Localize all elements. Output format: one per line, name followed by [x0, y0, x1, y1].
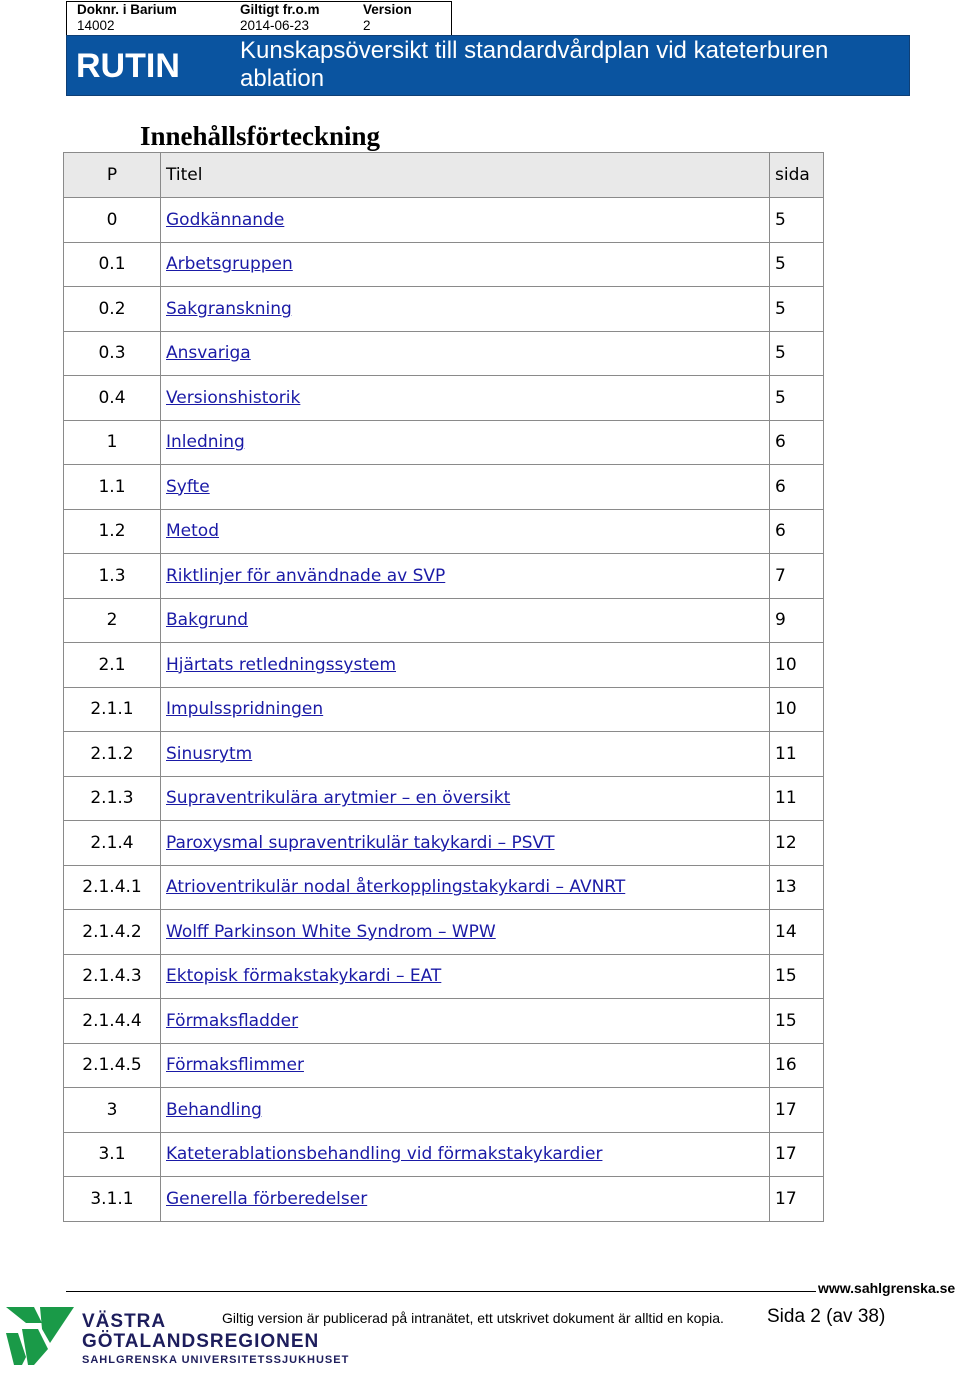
toc-row [64, 1043, 824, 1088]
toc-link[interactable]: Versionshistorik [166, 387, 301, 408]
toc-page-number: 11 [770, 732, 824, 777]
toc-row [64, 376, 824, 421]
toc-page-number: 11 [770, 776, 824, 821]
toc-row [64, 954, 824, 999]
toc-title-cell [161, 1088, 770, 1133]
toc-link[interactable]: Godkännande [166, 209, 285, 230]
toc-page-number: 6 [770, 509, 824, 554]
toc-section-number: 2.1.4.2 [64, 910, 161, 955]
toc-link[interactable]: Sinusrytm [166, 743, 253, 764]
toc-link[interactable]: Bakgrund [166, 610, 249, 631]
toc-page-number: 17 [770, 1177, 824, 1222]
toc-link[interactable]: Inledning [166, 432, 245, 453]
version-label: Version [363, 2, 412, 17]
valid-from-label: Giltigt fr.o.m [240, 2, 320, 17]
toc-title-cell [161, 465, 770, 510]
toc-link[interactable]: Riktlinjer för användnade av SVP [166, 565, 446, 586]
footer-url[interactable]: www.sahlgrenska.se [818, 1280, 956, 1296]
toc-page-number: 5 [770, 198, 824, 243]
toc-link[interactable]: Impulsspridningen [166, 699, 324, 720]
toc-section-number: 1.3 [64, 554, 161, 599]
toc-section-number: 1 [64, 420, 161, 465]
toc-link[interactable]: Ektopisk förmakstakykardi – EAT [166, 966, 442, 987]
logo-text-line3: SAHLGRENSKA UNIVERSITETSSJUKHUSET [82, 1354, 350, 1366]
toc-section-number: 2.1.4.4 [64, 999, 161, 1044]
version-number: 2 [363, 18, 371, 33]
toc-header-row [64, 153, 824, 198]
toc-section-number: 0.1 [64, 242, 161, 287]
toc-section-number: 2.1.2 [64, 732, 161, 777]
toc-section-number: 3.1.1 [64, 1177, 161, 1222]
toc-title-cell [161, 910, 770, 955]
toc-section-number: 1.1 [64, 465, 161, 510]
toc-section-number: 2.1.4.5 [64, 1043, 161, 1088]
toc-link[interactable]: Supraventrikulära arytmier – en översikt [166, 788, 511, 809]
vgr-logo-icon [4, 1303, 76, 1369]
footer-validity-note: Giltig version är publicerad på intranätet, ett utskrivet dokument är alltid en kopia. [222, 1310, 724, 1326]
toc-row [64, 1132, 824, 1177]
logo-text-line2: GÖTALANDSREGIONEN [82, 1331, 320, 1352]
toc-title-cell [161, 687, 770, 732]
toc-link[interactable]: Generella förberedelser [166, 1188, 368, 1209]
toc-table [63, 152, 824, 1222]
title-banner [66, 35, 910, 96]
toc-link[interactable]: Atrioventrikulär nodal återkopplingstakykardi – AVNRT [166, 877, 626, 898]
toc-link[interactable]: Förmaksfladder [166, 1010, 299, 1031]
toc-title-cell [161, 776, 770, 821]
toc-title-cell [161, 287, 770, 332]
toc-title-cell [161, 509, 770, 554]
document-meta [66, 1, 452, 36]
toc-link[interactable]: Arbetsgruppen [166, 254, 293, 275]
toc-heading: Innehållsförteckning [140, 121, 381, 151]
toc-title-cell [161, 643, 770, 688]
toc-row [64, 465, 824, 510]
toc-row [64, 598, 824, 643]
toc-section-number: 0.2 [64, 287, 161, 332]
toc-section-number: 1.2 [64, 509, 161, 554]
toc-row [64, 821, 824, 866]
toc-row [64, 910, 824, 955]
toc-section-number: 2.1.4 [64, 821, 161, 866]
toc-page-number: 10 [770, 643, 824, 688]
toc-section-number: 2.1.3 [64, 776, 161, 821]
col-header-num: P [64, 153, 161, 198]
logo-text-line1: VÄSTRA [82, 1311, 167, 1332]
toc-section-number: 2 [64, 598, 161, 643]
doc-number: 14002 [77, 18, 115, 33]
toc-page-number: 5 [770, 287, 824, 332]
toc-title-cell [161, 420, 770, 465]
page-number: Sida 2 (av 38) [767, 1306, 886, 1327]
toc-page-number: 5 [770, 331, 824, 376]
toc-page-number: 9 [770, 598, 824, 643]
toc-page-number: 17 [770, 1132, 824, 1177]
toc-title-cell [161, 198, 770, 243]
toc-page-number: 16 [770, 1043, 824, 1088]
toc-title-cell [161, 865, 770, 910]
toc-section-number: 0 [64, 198, 161, 243]
toc-row [64, 554, 824, 599]
footer-divider [66, 1291, 816, 1292]
toc-link[interactable]: Förmaksflimmer [166, 1055, 304, 1076]
toc-row [64, 242, 824, 287]
toc-section-number: 3.1 [64, 1132, 161, 1177]
toc-link[interactable]: Behandling [166, 1099, 262, 1120]
toc-row [64, 287, 824, 332]
toc-page-number: 10 [770, 687, 824, 732]
toc-row [64, 999, 824, 1044]
toc-row [64, 643, 824, 688]
toc-title-cell [161, 1043, 770, 1088]
toc-page-number: 13 [770, 865, 824, 910]
doc-number-label: Doknr. i Barium [77, 2, 177, 17]
toc-title-cell [161, 331, 770, 376]
toc-title-cell [161, 1177, 770, 1222]
toc-section-number: 2.1 [64, 643, 161, 688]
col-header-title: Titel [161, 153, 770, 198]
toc-row [64, 1177, 824, 1222]
toc-page-number: 6 [770, 420, 824, 465]
toc-title-cell [161, 1132, 770, 1177]
doc-title: Kunskapsöversikt till standardvårdplan vid kateterburen ablation [240, 37, 829, 92]
toc-page-number: 15 [770, 999, 824, 1044]
toc-row [64, 687, 824, 732]
doc-type: RUTIN [76, 47, 180, 85]
toc-link[interactable]: Wolff Parkinson White Syndrom – WPW [166, 921, 496, 942]
toc-page-number: 14 [770, 910, 824, 955]
toc-title-cell [161, 242, 770, 287]
toc-section-number: 2.1.4.1 [64, 865, 161, 910]
toc-row [64, 865, 824, 910]
valid-from-block [240, 2, 320, 34]
doc-number-block [77, 2, 177, 34]
version-block [363, 2, 412, 34]
toc-section-number: 2.1.4.3 [64, 954, 161, 999]
toc-link[interactable]: Ansvariga [166, 343, 251, 364]
toc-link[interactable]: Hjärtats retledningssystem [166, 654, 397, 675]
toc-section-number: 0.3 [64, 331, 161, 376]
toc-link[interactable]: Sakgranskning [166, 298, 292, 319]
toc-section-number: 2.1.1 [64, 687, 161, 732]
toc-title-cell [161, 598, 770, 643]
toc-row [64, 331, 824, 376]
toc-page-number: 15 [770, 954, 824, 999]
toc-link[interactable]: Syfte [166, 476, 210, 497]
toc-section-number: 3 [64, 1088, 161, 1133]
toc-row [64, 776, 824, 821]
toc-title-cell [161, 821, 770, 866]
toc-title-cell [161, 954, 770, 999]
toc-row [64, 732, 824, 777]
toc-section-number: 0.4 [64, 376, 161, 421]
toc-row [64, 509, 824, 554]
toc-title-cell [161, 376, 770, 421]
toc-row [64, 198, 824, 243]
toc-title-cell [161, 554, 770, 599]
toc-row [64, 1088, 824, 1133]
toc-link[interactable]: Kateterablationsbehandling vid förmakstakykardier [166, 1144, 603, 1165]
toc-page-number: 6 [770, 465, 824, 510]
toc-page-number: 17 [770, 1088, 824, 1133]
toc-page-number: 5 [770, 242, 824, 287]
toc-title-cell [161, 999, 770, 1044]
toc-title-cell [161, 732, 770, 777]
toc-page-number: 5 [770, 376, 824, 421]
toc-page-number: 7 [770, 554, 824, 599]
valid-from-date: 2014-06-23 [240, 18, 310, 33]
toc-link[interactable]: Paroxysmal supraventrikulär takykardi – PSVT [166, 832, 555, 853]
col-header-page: sida [770, 153, 824, 198]
toc-page-number: 12 [770, 821, 824, 866]
toc-row [64, 420, 824, 465]
toc-link[interactable]: Metod [166, 521, 219, 542]
